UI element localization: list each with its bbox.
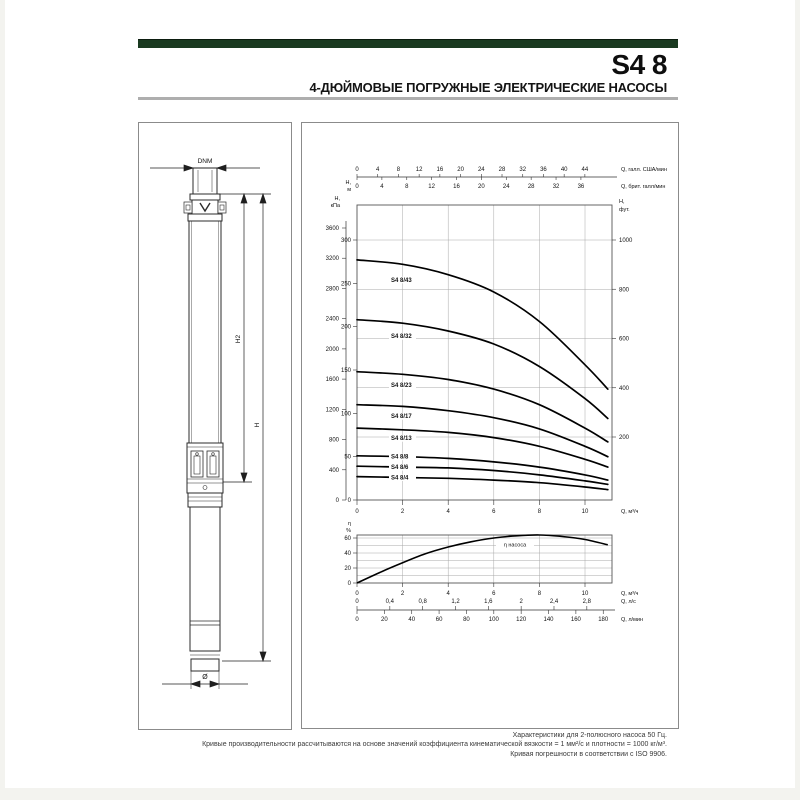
svg-text:0: 0 [355,591,359,597]
svg-text:32: 32 [519,167,527,173]
svg-text:12: 12 [428,184,435,190]
svg-text:120: 120 [516,617,527,623]
svg-text:Q, л/с: Q, л/с [621,599,636,605]
svg-text:300: 300 [340,237,351,244]
footnotes [67,731,667,759]
svg-text:16: 16 [453,184,460,190]
svg-text:6: 6 [492,591,496,597]
svg-text:0,8: 0,8 [418,599,427,605]
svg-text:S4 8/4: S4 8/4 [391,475,409,482]
svg-text:8: 8 [405,184,409,190]
svg-text:S4 8/43: S4 8/43 [391,277,412,284]
pump-drawing [130,115,300,729]
page-subtitle: 4-ДЮЙМОВЫЕ ПОГРУЖНЫЕ ЭЛЕКТРИЧЕСКИЕ НАСОСЫ [309,80,667,95]
svg-text:28: 28 [498,167,506,173]
svg-text:Q, галл. США/мин: Q, галл. США/мин [621,167,667,173]
model-title: S4 8 [611,49,667,80]
svg-text:200: 200 [619,435,630,441]
svg-text:40: 40 [560,167,568,173]
svg-text:8: 8 [396,167,401,173]
svg-text:100: 100 [340,411,351,418]
datasheet-page [5,0,795,788]
svg-text:10: 10 [581,591,589,597]
svg-text:40: 40 [408,617,416,623]
svg-text:4: 4 [376,167,380,173]
svg-text:100: 100 [488,617,499,623]
svg-text:4: 4 [446,509,450,515]
svg-text:36: 36 [577,184,585,190]
svg-text:400: 400 [328,467,339,474]
svg-text:2000: 2000 [325,346,339,353]
svg-text:1600: 1600 [325,377,339,384]
svg-text:20: 20 [478,184,485,190]
svg-text:S4 8/8: S4 8/8 [391,454,409,461]
svg-text:Q, л/мин: Q, л/мин [621,617,643,623]
h-dimension-label: H [254,422,261,428]
svg-text:0: 0 [355,509,359,515]
svg-text:Q, м³/ч: Q, м³/ч [621,509,639,515]
svg-text:Q, м³/ч: Q, м³/ч [621,591,639,597]
svg-text:%: % [346,528,351,534]
svg-text:600: 600 [619,336,630,343]
svg-text:20: 20 [457,167,464,173]
svg-text:2: 2 [400,509,405,515]
svg-text:1200: 1200 [325,407,339,414]
header-accent-bar [138,39,678,48]
svg-text:36: 36 [540,167,547,173]
svg-text:44: 44 [581,167,589,173]
svg-text:S4 8/6: S4 8/6 [391,465,409,472]
svg-text:16: 16 [436,167,444,173]
svg-text:250: 250 [340,281,351,288]
diameter-dimension-label: Ø [202,674,208,681]
svg-text:2800: 2800 [325,286,339,293]
svg-text:60: 60 [344,536,351,542]
svg-text:2: 2 [519,599,523,605]
svg-text:2,4: 2,4 [549,599,559,605]
svg-text:0: 0 [355,167,359,173]
svg-text:4: 4 [380,184,384,190]
svg-text:4: 4 [446,591,450,597]
pump-outline [184,168,226,671]
svg-text:3600: 3600 [325,225,339,232]
svg-text:0: 0 [347,498,351,504]
svg-text:η насоса: η насоса [503,542,527,549]
footnote-line: Кривая погрешности в соответствии с ISO 9906. [510,750,667,758]
svg-text:фут.: фут. [619,207,630,213]
footnote-line: Кривые производительности рассчитываются на основе значений коэффициента кинематической вязкости = 1 мм²/с и плотности = 1000 кг/м³. [202,741,667,749]
svg-text:200: 200 [340,324,351,331]
svg-text:Q, брит. галл/мин: Q, брит. галл/мин [621,184,666,190]
svg-text:3200: 3200 [325,256,339,263]
svg-text:H,: H, [334,196,340,202]
svg-text:кПа: кПа [330,203,340,209]
svg-text:6: 6 [492,509,496,515]
svg-text:η: η [347,521,351,527]
svg-text:2: 2 [400,591,405,597]
svg-text:400: 400 [619,385,630,392]
svg-text:H,: H, [619,199,625,205]
svg-text:S4 8/13: S4 8/13 [391,436,412,443]
svg-text:24: 24 [477,167,485,173]
svg-text:80: 80 [463,617,470,623]
performance-curves-chart [301,115,678,728]
svg-text:2,8: 2,8 [582,599,591,605]
svg-text:1000: 1000 [619,238,633,244]
svg-text:м: м [347,187,351,193]
svg-text:0,4: 0,4 [385,599,395,605]
svg-text:1,6: 1,6 [484,599,493,605]
svg-text:0: 0 [355,617,359,623]
svg-text:140: 140 [543,617,554,623]
svg-text:12: 12 [415,167,423,173]
header-rule [138,97,678,100]
svg-text:S4 8/23: S4 8/23 [391,383,412,390]
svg-text:S4 8/17: S4 8/17 [391,414,412,421]
svg-text:28: 28 [527,184,535,190]
svg-text:0: 0 [355,599,359,605]
svg-text:8: 8 [537,509,542,515]
svg-text:0: 0 [347,581,351,587]
h2-dimension-label: H2 [235,334,242,344]
dnm-dimension-label: DNM [197,158,213,165]
svg-text:160: 160 [570,617,581,623]
svg-text:1,2: 1,2 [451,599,460,605]
svg-text:50: 50 [344,454,351,461]
svg-text:800: 800 [619,287,630,294]
svg-text:150: 150 [340,367,351,374]
svg-text:20: 20 [381,617,388,623]
svg-text:10: 10 [581,509,589,515]
svg-text:0: 0 [355,184,359,190]
footnote-line: Характеристики для 2-полюсного насоса 50 Гц. [512,732,667,739]
svg-text:0: 0 [335,498,339,504]
svg-text:H,: H, [345,180,351,186]
svg-text:40: 40 [344,551,351,557]
svg-text:2400: 2400 [325,316,339,323]
svg-text:20: 20 [344,566,351,572]
svg-text:S4 8/32: S4 8/32 [391,334,412,341]
svg-text:32: 32 [552,184,560,190]
svg-text:8: 8 [537,591,542,597]
svg-text:800: 800 [328,437,339,444]
svg-text:180: 180 [598,617,609,623]
svg-text:60: 60 [435,617,443,623]
svg-text:24: 24 [502,184,510,190]
